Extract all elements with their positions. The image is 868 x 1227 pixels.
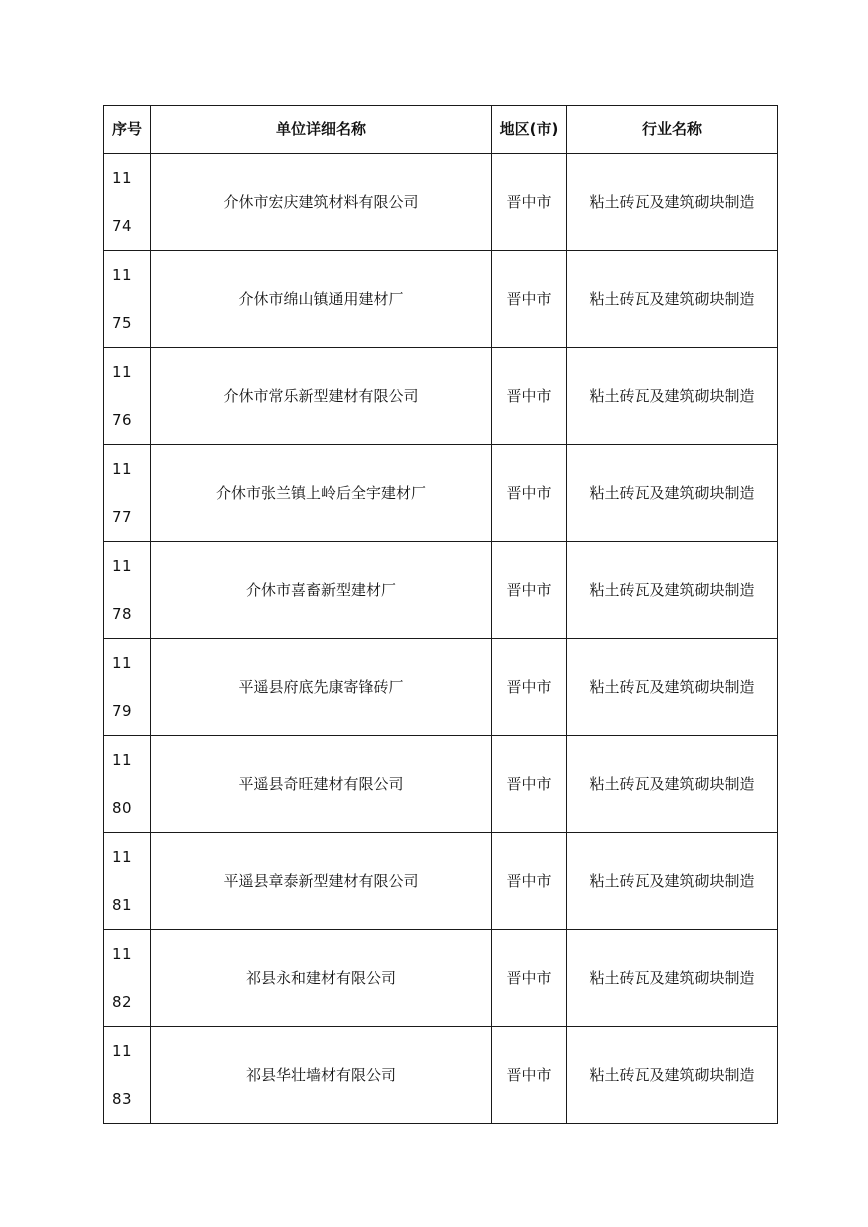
row-seq: 1176: [112, 363, 133, 429]
row-industry: 粘土砖瓦及建筑砌块制造: [567, 445, 778, 542]
table-row: [104, 736, 778, 833]
row-seq: 1182: [112, 945, 133, 1011]
header-region: 地区(市): [492, 106, 567, 154]
row-industry: 粘土砖瓦及建筑砌块制造: [567, 930, 778, 1027]
table-row: [104, 445, 778, 542]
row-seq-cell: [104, 930, 151, 1027]
row-seq: 1179: [112, 654, 133, 720]
row-seq-cell: [104, 1027, 151, 1124]
row-seq-cell: [104, 833, 151, 930]
header-industry: 行业名称: [567, 106, 778, 154]
row-region: 晋中市: [492, 1027, 567, 1124]
table-row: [104, 542, 778, 639]
row-seq: 1174: [112, 169, 133, 235]
table-row: [104, 1027, 778, 1124]
row-seq: 1177: [112, 460, 133, 526]
row-region: 晋中市: [492, 251, 567, 348]
row-seq-cell: [104, 736, 151, 833]
table-row: [104, 639, 778, 736]
row-company-name: 介休市张兰镇上岭后全宇建材厂: [151, 445, 492, 542]
row-industry: 粘土砖瓦及建筑砌块制造: [567, 736, 778, 833]
row-seq: 1180: [112, 751, 133, 817]
row-seq-cell: [104, 154, 151, 251]
row-company-name: 祁县华壮墙材有限公司: [151, 1027, 492, 1124]
header-seq: 序号: [104, 106, 151, 154]
row-seq: 1181: [112, 848, 133, 914]
row-company-name: 介休市宏庆建筑材料有限公司: [151, 154, 492, 251]
row-region: 晋中市: [492, 639, 567, 736]
row-region: 晋中市: [492, 930, 567, 1027]
row-company-name: 平遥县府底先康寄锋砖厂: [151, 639, 492, 736]
row-region: 晋中市: [492, 348, 567, 445]
table-row: [104, 833, 778, 930]
row-seq-cell: [104, 348, 151, 445]
row-region: 晋中市: [492, 736, 567, 833]
table-row: [104, 930, 778, 1027]
row-industry: 粘土砖瓦及建筑砌块制造: [567, 251, 778, 348]
row-seq: 1175: [112, 266, 133, 332]
row-region: 晋中市: [492, 833, 567, 930]
row-industry: 粘土砖瓦及建筑砌块制造: [567, 639, 778, 736]
table-row: [104, 251, 778, 348]
row-company-name: 介休市常乐新型建材有限公司: [151, 348, 492, 445]
header-name: 单位详细名称: [151, 106, 492, 154]
row-industry: 粘土砖瓦及建筑砌块制造: [567, 154, 778, 251]
row-company-name: 介休市喜畜新型建材厂: [151, 542, 492, 639]
row-company-name: 介休市绵山镇通用建材厂: [151, 251, 492, 348]
company-registry-table: [103, 105, 778, 1124]
row-region: 晋中市: [492, 542, 567, 639]
row-industry: 粘土砖瓦及建筑砌块制造: [567, 833, 778, 930]
row-seq-cell: [104, 445, 151, 542]
row-seq-cell: [104, 251, 151, 348]
row-company-name: 平遥县章泰新型建材有限公司: [151, 833, 492, 930]
row-industry: 粘土砖瓦及建筑砌块制造: [567, 1027, 778, 1124]
row-seq-cell: [104, 639, 151, 736]
row-seq: 1178: [112, 557, 133, 623]
row-industry: 粘土砖瓦及建筑砌块制造: [567, 348, 778, 445]
row-seq: 1183: [112, 1042, 133, 1108]
table-header-row: [104, 106, 778, 154]
table-row: [104, 348, 778, 445]
row-company-name: 平遥县奇旺建材有限公司: [151, 736, 492, 833]
row-region: 晋中市: [492, 154, 567, 251]
row-region: 晋中市: [492, 445, 567, 542]
row-industry: 粘土砖瓦及建筑砌块制造: [567, 542, 778, 639]
table-row: [104, 154, 778, 251]
row-seq-cell: [104, 542, 151, 639]
row-company-name: 祁县永和建材有限公司: [151, 930, 492, 1027]
